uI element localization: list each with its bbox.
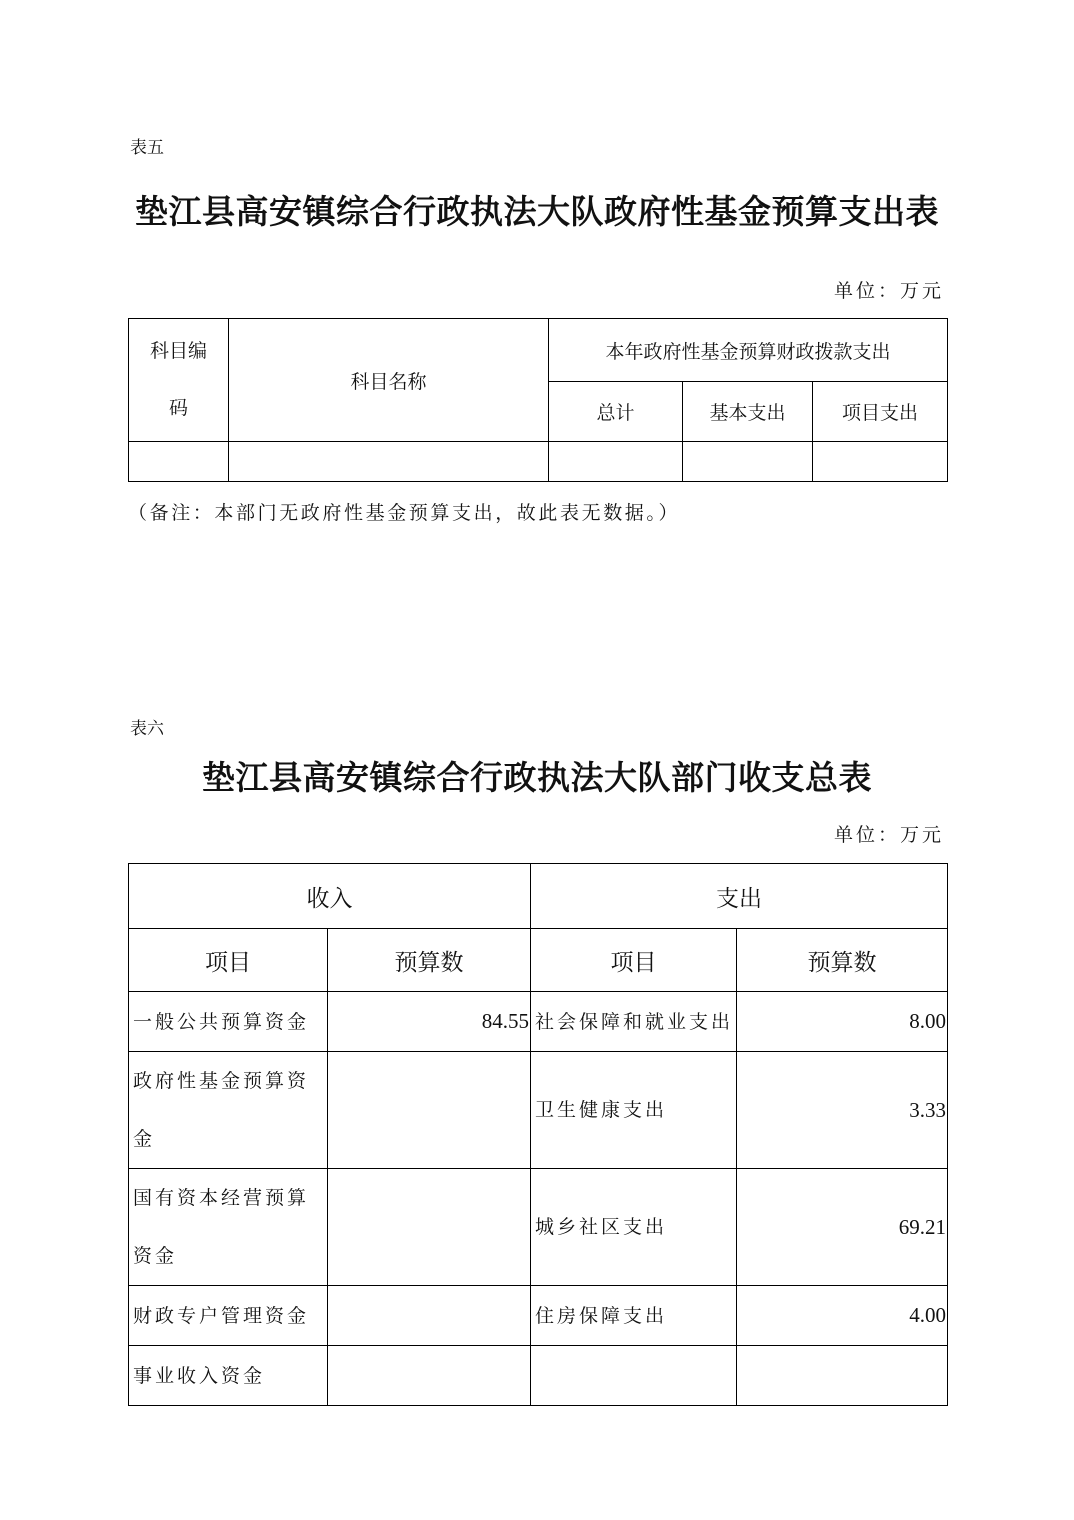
table-row bbox=[129, 1286, 948, 1346]
header-fund-expenditure-group: 本年政府性基金预算财政拨款支出 bbox=[549, 319, 948, 382]
table5-label: 表五 bbox=[130, 138, 164, 158]
expense-item: 卫生健康支出 bbox=[531, 1052, 737, 1169]
header-income-item: 项目 bbox=[129, 929, 328, 992]
table-row bbox=[129, 1169, 948, 1286]
expense-amount: 3.33 bbox=[737, 1052, 948, 1169]
header-subject-code-line1: 科目编 bbox=[149, 340, 207, 362]
expense-amount: 69.21 bbox=[737, 1169, 948, 1286]
income-amount: 84.55 bbox=[328, 992, 531, 1052]
header-income: 收入 bbox=[129, 864, 531, 929]
expense-amount bbox=[737, 1346, 948, 1406]
header-subject-code-line2: 码 bbox=[168, 397, 188, 419]
header-basic-expenditure: 基本支出 bbox=[683, 382, 813, 442]
expense-item bbox=[531, 1346, 737, 1406]
income-amount bbox=[328, 1346, 531, 1406]
income-amount bbox=[328, 1052, 531, 1169]
header-project-expenditure: 项目支出 bbox=[813, 382, 948, 442]
empty-cell bbox=[813, 442, 948, 482]
empty-cell bbox=[229, 442, 549, 482]
table5-title: 垫江县高安镇综合行政执法大队政府性基金预算支出表 bbox=[135, 192, 939, 231]
table6-label: 表六 bbox=[130, 719, 164, 739]
income-item: 事业收入资金 bbox=[129, 1346, 328, 1406]
expense-item: 住房保障支出 bbox=[531, 1286, 737, 1346]
income-amount bbox=[328, 1286, 531, 1346]
header-expense: 支出 bbox=[531, 864, 948, 929]
empty-cell bbox=[129, 442, 229, 482]
table5-grid bbox=[128, 318, 948, 482]
income-amount bbox=[328, 1169, 531, 1286]
income-item: 一般公共预算资金 bbox=[129, 992, 328, 1052]
expense-amount: 4.00 bbox=[737, 1286, 948, 1346]
header-subject-name: 科目名称 bbox=[229, 319, 549, 442]
table5-unit: 单位：万元 bbox=[833, 280, 944, 302]
empty-cell bbox=[683, 442, 813, 482]
income-item: 财政专户管理资金 bbox=[129, 1286, 328, 1346]
header-income-budget: 预算数 bbox=[328, 929, 531, 992]
table-row bbox=[129, 1346, 948, 1406]
table5-note: （备注：本部门无政府性基金预算支出，故此表无数据。） bbox=[128, 502, 681, 524]
income-item: 国有资本经营预算资金 bbox=[129, 1169, 328, 1286]
empty-cell bbox=[549, 442, 683, 482]
header-expense-item: 项目 bbox=[531, 929, 737, 992]
table6-grid bbox=[128, 863, 948, 1406]
table-row bbox=[129, 442, 948, 482]
header-expense-budget: 预算数 bbox=[737, 929, 948, 992]
header-total: 总计 bbox=[549, 382, 683, 442]
income-item: 政府性基金预算资金 bbox=[129, 1052, 328, 1169]
table6-title: 垫江县高安镇综合行政执法大队部门收支总表 bbox=[202, 758, 872, 797]
table6-unit: 单位：万元 bbox=[833, 824, 944, 846]
header-subject-code bbox=[129, 319, 229, 442]
table-row bbox=[129, 992, 948, 1052]
table-row bbox=[129, 1052, 948, 1169]
expense-amount: 8.00 bbox=[737, 992, 948, 1052]
expense-item: 城乡社区支出 bbox=[531, 1169, 737, 1286]
expense-item: 社会保障和就业支出 bbox=[531, 992, 737, 1052]
